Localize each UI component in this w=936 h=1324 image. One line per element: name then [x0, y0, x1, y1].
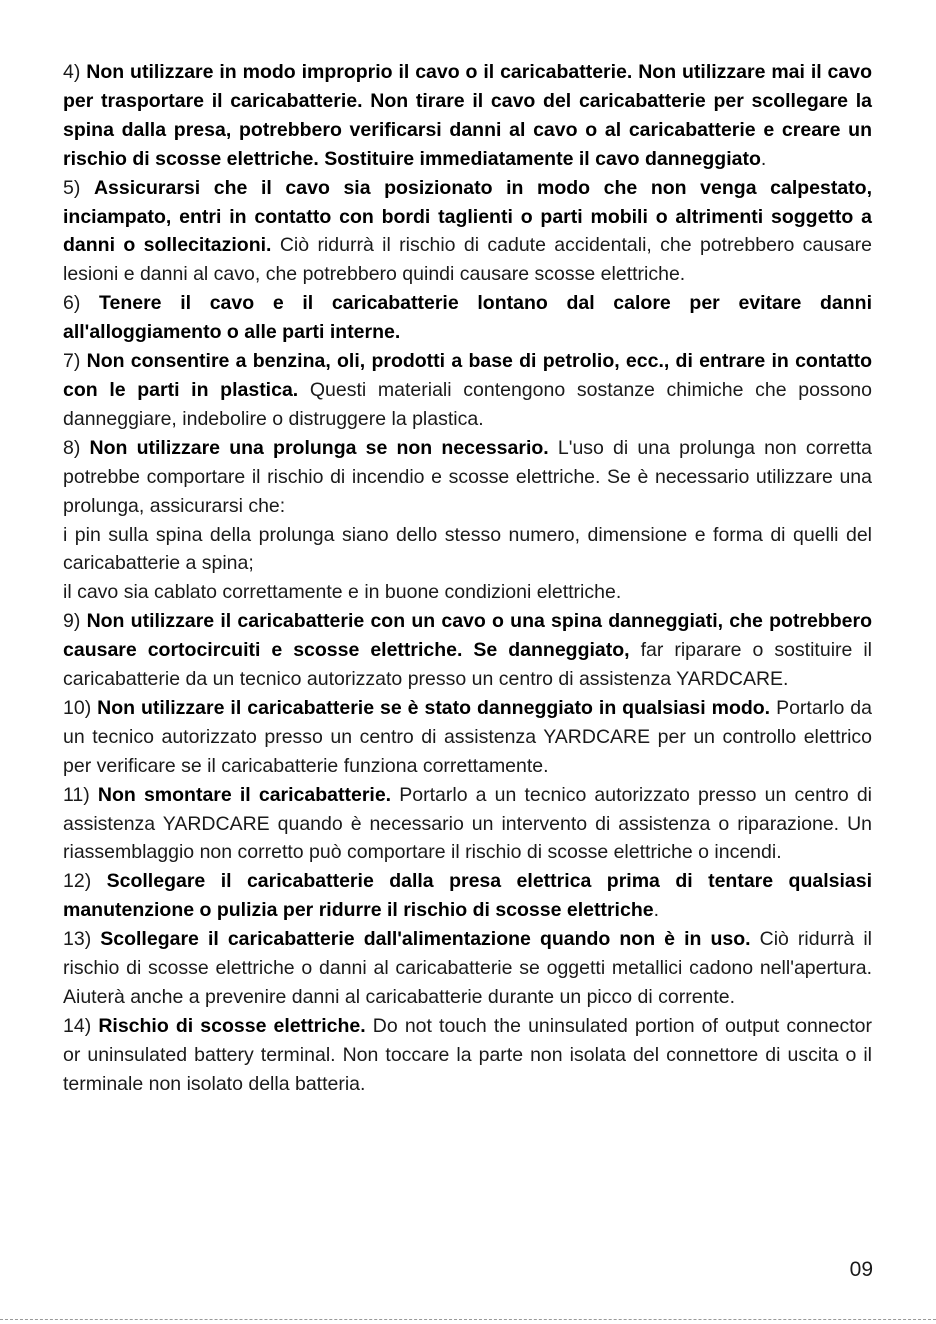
paragraph-14 — [63, 1012, 872, 1099]
item-number: 5) — [63, 176, 81, 199]
paragraph-13 — [63, 925, 872, 1012]
bottom-divider — [0, 1319, 936, 1320]
paragraph-8-condition-1 — [63, 521, 872, 579]
bold-warning: Non utilizzare una prolunga se non necessario. — [89, 436, 549, 459]
body-text: Portarlo da un tecnico autorizzato presso un centro di assistenza YARDCARE per un controllo elettrico per verificare se il caricabatterie funziona correttamente. — [63, 696, 873, 777]
paragraph-6 — [63, 289, 872, 347]
item-number: 6) — [63, 292, 81, 315]
body-text: Ciò ridurrà il rischio di cadute accidentali, che potrebbero causare lesioni e danni al cavo, che potrebbero quindi causare scosse elettriche. — [63, 234, 873, 286]
item-number: 13) — [63, 928, 92, 951]
paragraph-5 — [63, 174, 872, 290]
bold-warning: Rischio di scosse elettriche. — [98, 1014, 366, 1037]
item-number: 12) — [63, 870, 92, 893]
paragraph-10 — [63, 694, 872, 781]
item-number: 10) — [63, 696, 92, 719]
body-text: Do not touch the uninsulated portion of output connector or uninsulated battery terminal. Non toccare la parte non isolata del connettore di uscita o il terminale non isolato della batteria. — [63, 1014, 873, 1095]
bold-warning: Non utilizzare il caricabatterie se è stato danneggiato in qualsiasi modo. — [97, 696, 771, 719]
item-number: 14) — [63, 1014, 92, 1037]
item-number: 9) — [63, 610, 81, 633]
paragraph-9 — [63, 607, 872, 694]
paragraph-4 — [63, 58, 872, 174]
body-text: L'uso di una prolunga non corretta potrebbe comportare il rischio di incendio e scosse elettriche. Se è necessario utilizzare una prolunga, assicurarsi che: — [63, 436, 872, 517]
paragraph-8 — [63, 434, 872, 521]
bold-warning: Non utilizzare il caricabatterie con un cavo o una spina danneggiati, che potrebbero causare cortocircuiti e scosse elettriche. Se danneggiato, — [63, 610, 872, 662]
page-body — [63, 58, 872, 1099]
item-number: 7) — [63, 350, 81, 373]
paragraph-7 — [63, 347, 872, 434]
item-number: 8) — [63, 436, 81, 459]
bold-warning: Tenere il cavo e il caricabatterie lontano dal calore per evitare danni all'alloggiamento o alle parti interne. — [63, 292, 872, 344]
item-number: 11) — [63, 783, 90, 806]
bold-warning: Non consentire a benzina, oli, prodotti a base di petrolio, ecc., di entrare in contatto con le parti in plastica. — [63, 350, 872, 401]
paragraph-11 — [63, 781, 872, 868]
bold-warning: Non utilizzare in modo improprio il cavo o il caricabatterie. Non utilizzare mai il cavo per trasportare il caricabatterie. Non tirare il cavo del caricabatterie per scollegare la spina dalla presa, potrebbero verificarsi danni al cavo o al caricabatterie e creare un rischio di scosse elettriche. Sostituire immediatamente il cavo danneggiato — [63, 61, 873, 170]
body-text: Portarlo a un tecnico autorizzato presso un centro di assistenza YARDCARE quando è necessario un intervento di assistenza o riparazione. Un riassemblaggio non corretto può comportare il rischio di scosse elettriche o incendi. — [63, 783, 872, 864]
body-text: far riparare o sostituire il caricabatterie da un tecnico autorizzato presso un centro di assistenza YARDCARE. — [63, 639, 873, 691]
bold-warning: Non smontare il caricabatterie. — [97, 783, 392, 806]
body-text: Ciò ridurrà il rischio di scosse elettriche o danni al caricabatterie se oggetti metallici cadono nell'apertura. Aiuterà anche a prevenire danni al caricabatterie durante un picco di corrente. — [63, 928, 872, 1008]
body-text: Questi materiali contengono sostanze chimiche che possono danneggiare, indebolire o distruggere la plastica. — [63, 378, 872, 430]
bold-warning: Assicurarsi che il cavo sia posizionato in modo che non venga calpestato, inciampato, entri in contatto con bordi taglienti o parti mobili o altrimenti soggetto a danni o sollecitazioni. — [63, 176, 873, 257]
body-text: . — [653, 899, 659, 922]
paragraph-12 — [63, 867, 872, 925]
item-number: 4) — [63, 61, 81, 83]
page-number: 09 — [849, 1258, 873, 1281]
body-text: il cavo sia cablato correttamente e in buone condizioni elettriche. — [63, 581, 622, 604]
bold-warning: Scollegare il caricabatterie dall'alimentazione quando non è in uso. — [100, 928, 751, 951]
bold-warning: Scollegare il caricabatterie dalla presa elettrica prima di tentare qualsiasi manutenzione o pulizia per ridurre il rischio di scosse elettriche — [63, 870, 872, 922]
body-text: . — [760, 147, 767, 170]
body-text: i pin sulla spina della prolunga siano dello stesso numero, dimensione e forma di quelli del caricabatterie a spina; — [63, 523, 872, 575]
paragraph-8-condition-2 — [63, 578, 872, 607]
